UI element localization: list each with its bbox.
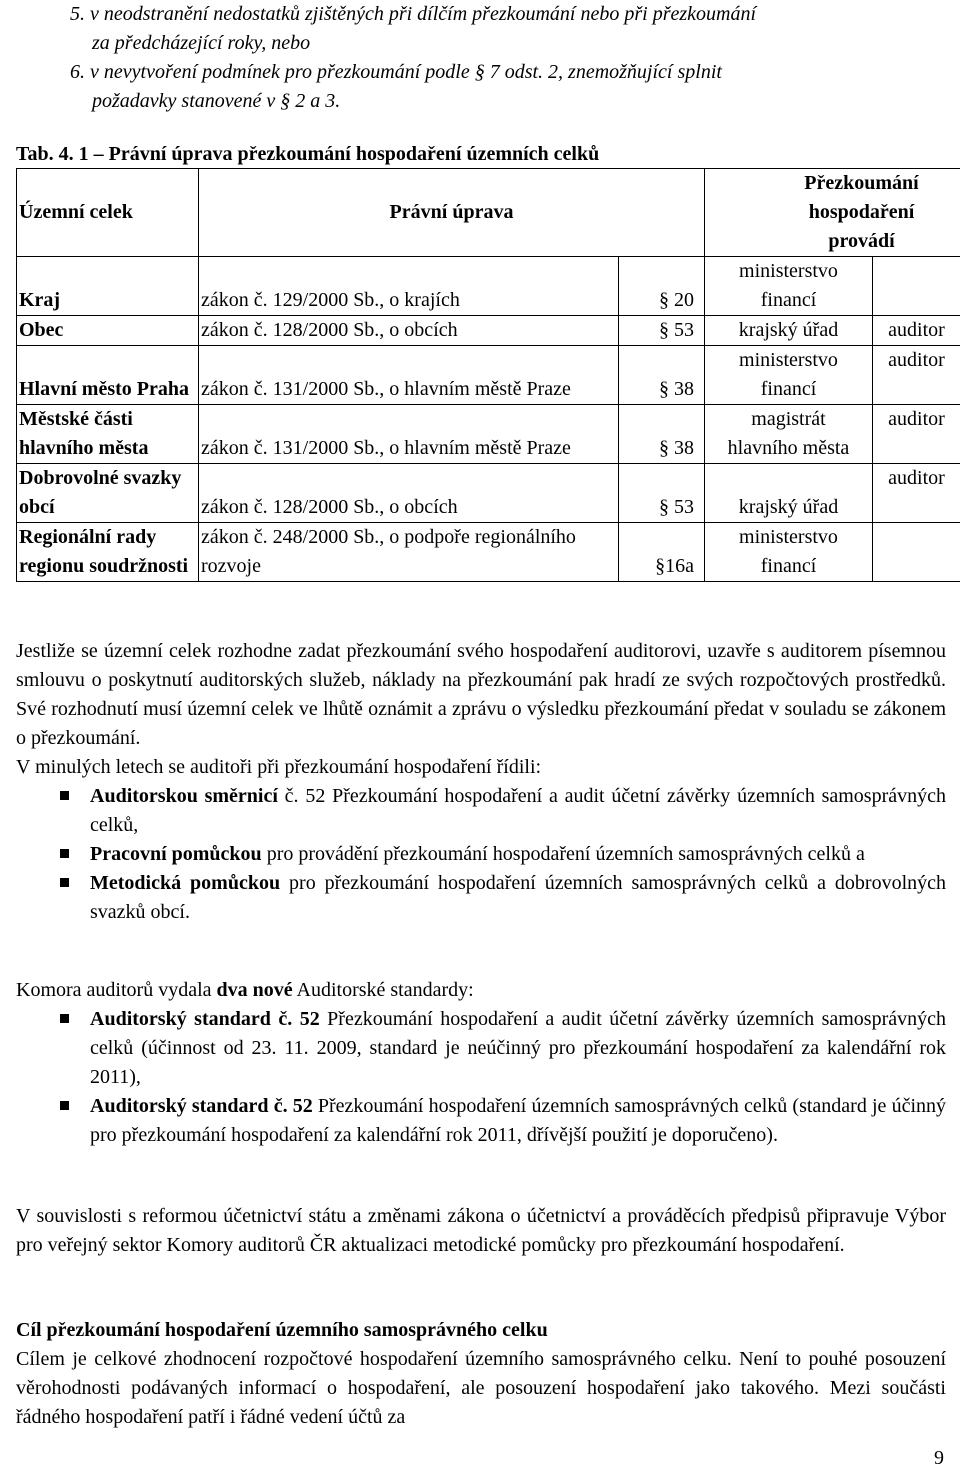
cell-paragraph: §16a [619, 523, 705, 582]
cell-performed-by: krajský úřad [705, 464, 873, 523]
table-row [17, 257, 960, 316]
cell-auditor: auditor [873, 346, 960, 405]
table-row [17, 523, 960, 582]
section-text: Cílem je celkové zhodnocení rozpočtové hospodaření územního samosprávného celku. Není to pouhé posouzení věrohodnosti podávaných informací o hospodaření, ale posouzení hospodaření jako takového. Mezi součásti řádného hospodaření patří i řádné vedení účtů za [16, 1345, 946, 1432]
cell-unit: Kraj [17, 257, 199, 316]
cell-performed-by: ministerstvo financí [705, 257, 873, 316]
intro-list [70, 0, 950, 116]
header-performed-by: Přezkoumání hospodaření provádí [705, 169, 960, 257]
intro-item-6: 6. v nevytvoření podmínek pro přezkoumání podle § 7 odst. 2, znemožňující splnit [70, 58, 950, 87]
cell-paragraph: § 38 [619, 346, 705, 405]
cell-performed-by: krajský úřad [705, 316, 873, 346]
paragraph-text: Jestliže se územní celek rozhodne zadat přezkoumání svého hospodaření auditorovi, uzavře s auditorem písemnou smlouvu o poskytnutí auditorských služeb, náklady na přezkoumání pak hradí ze svých rozpočtových prostředků. Své rozhodnutí musí územní celek ve lhůtě oznámit a zprávu o výsledku přezkoumání předat v souladu se zákonem o přezkoumání. [16, 637, 946, 753]
table-row [17, 316, 960, 346]
cell-law: zákon č. 131/2000 Sb., o hlavním městě Praze [199, 346, 619, 405]
cell-law: zákon č. 128/2000 Sb., o obcích [199, 316, 619, 346]
cell-performed-by: ministerstvo financí [705, 346, 873, 405]
cell-unit: Obec [17, 316, 199, 346]
cell-paragraph: § 53 [619, 316, 705, 346]
cell-auditor: auditor [873, 405, 960, 464]
table-row [17, 346, 960, 405]
legal-framework-table [16, 168, 960, 582]
section-heading: Cíl přezkoumání hospodaření územního samosprávného celku [16, 1316, 946, 1345]
cell-law: zákon č. 248/2000 Sb., o podpoře regionálního rozvoje [199, 523, 619, 582]
intro-item-6-cont: požadavky stanovené v § 2 a 3. [70, 87, 950, 116]
standards-list [16, 1005, 946, 1150]
cell-auditor [873, 523, 960, 582]
table-row [17, 464, 960, 523]
list-item: Metodická pomůckou pro přezkoumání hospodaření územních samosprávných celků a dobrovolných svazků obcí. [16, 869, 946, 927]
list-item: Auditorskou směrnicí č. 52 Přezkoumání hospodaření a audit účetní závěrky územních samosprávných celků, [16, 782, 946, 840]
cell-auditor: auditor [873, 464, 960, 523]
list-item: Auditorský standard č. 52 Přezkoumání hospodaření územních samosprávných celků (standard je účinný pro přezkoumání hospodaření za kalendářní rok 2011, dřívější použití je doporučeno). [16, 1092, 946, 1150]
paragraph-lead: V minulých letech se auditoři při přezkoumání hospodaření řídili: [16, 753, 946, 782]
cell-law: zákon č. 131/2000 Sb., o hlavním městě Praze [199, 405, 619, 464]
paragraph-text: Komora auditorů vydala dva nové Auditorské standardy: [16, 976, 946, 1005]
cell-paragraph: § 20 [619, 257, 705, 316]
intro-item-5-cont: za předcházející roky, nebo [70, 29, 950, 58]
cell-paragraph: § 53 [619, 464, 705, 523]
list-item: Auditorský standard č. 52 Přezkoumání hospodaření a audit účetní závěrky územních samosprávných celků (účinnost od 23. 11. 2009, standard je neúčinný pro přezkoumání hospodaření za kalendářní rok 2011), [16, 1005, 946, 1092]
list-item: Pracovní pomůckou pro provádění přezkoumání hospodaření územních samosprávných celků a [16, 840, 946, 869]
table-row [17, 405, 960, 464]
header-territorial-unit: Územní celek [17, 169, 199, 257]
page-number: 9 [934, 1444, 944, 1473]
cell-paragraph: § 38 [619, 405, 705, 464]
paragraph-new-standards [16, 976, 946, 1150]
table-title: Tab. 4. 1 – Právní úprava přezkoumání hospodaření územních celků [16, 140, 599, 169]
intro-item-5: 5. v neodstranění nedostatků zjištěných při dílčím přezkoumání nebo při přezkoumání [70, 0, 950, 29]
cell-performed-by: ministerstvo financí [705, 523, 873, 582]
cell-auditor [873, 257, 960, 316]
cell-law: zákon č. 128/2000 Sb., o obcích [199, 464, 619, 523]
cell-performed-by: magistrát hlavního města [705, 405, 873, 464]
header-legal-framework: Právní úprava [199, 169, 705, 257]
section-goal [16, 1316, 946, 1432]
cell-law: zákon č. 129/2000 Sb., o krajích [199, 257, 619, 316]
cell-auditor: auditor [873, 316, 960, 346]
cell-unit: Hlavní město Praha [17, 346, 199, 405]
paragraph-reform: V souvislosti s reformou účetnictví státu a změnami zákona o účetnictví a prováděcích předpisů připravuje Výbor pro veřejný sektor Komory auditorů ČR aktualizaci metodické pomůcky pro přezkoumání hospodaření. [16, 1202, 946, 1260]
cell-unit: Regionální rady regionu soudržnosti [17, 523, 199, 582]
table-header-row [17, 169, 960, 257]
paragraph-auditor-contract [16, 637, 946, 927]
cell-unit: Dobrovolné svazky obcí [17, 464, 199, 523]
guidance-list [16, 782, 946, 927]
cell-unit: Městské části hlavního města [17, 405, 199, 464]
